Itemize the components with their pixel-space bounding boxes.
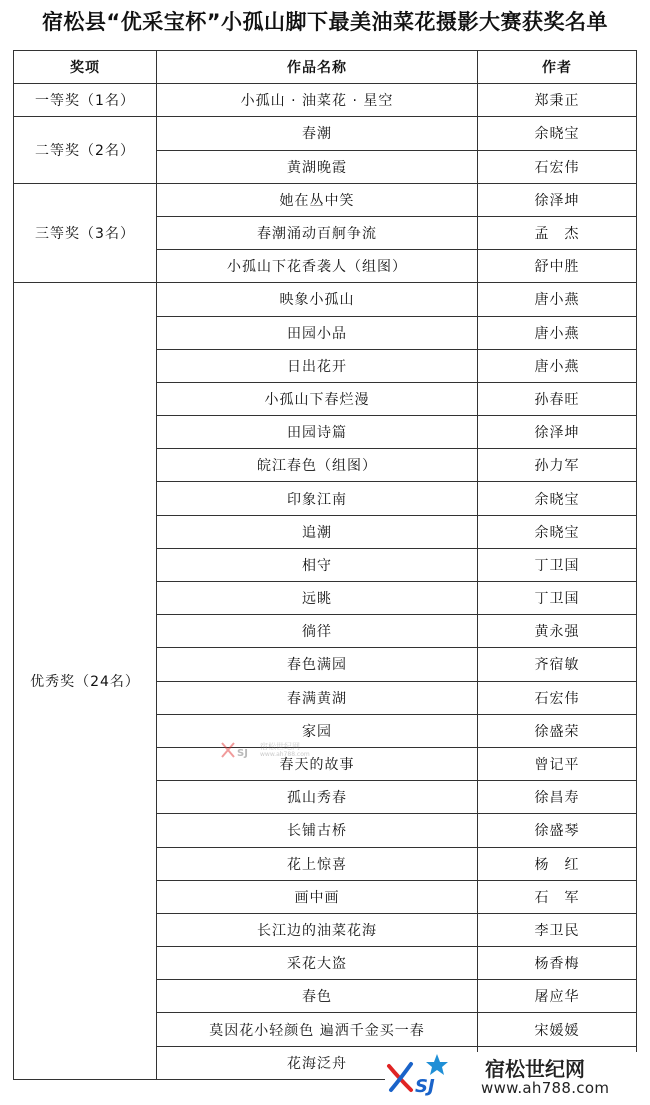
page-title: 宿松县“优采宝杯”小孤山脚下最美油菜花摄影大赛获奖名单 (41, 10, 609, 34)
work-title-cell: 春色 (157, 980, 478, 1013)
award-table-body (14, 84, 637, 1080)
work-title-cell: 长江边的油菜花海 (157, 913, 478, 946)
award-level-cell: 三等奖（3名） (14, 183, 157, 283)
author-cell: 徐泽坤 (478, 416, 637, 449)
table-row (14, 117, 637, 150)
author-cell: 杨香梅 (478, 947, 637, 980)
faint-watermark-url: www.ah788.com (260, 751, 310, 758)
author-cell: 徐泽坤 (478, 183, 637, 216)
author-cell: 杨 红 (478, 847, 637, 880)
svg-text:SJ: SJ (237, 748, 248, 759)
work-title-cell: 徜徉 (157, 615, 478, 648)
site-logo-icon (220, 741, 260, 759)
work-title-cell: 春潮 (157, 117, 478, 150)
author-cell: 孙力军 (478, 449, 637, 482)
work-title-cell: 小孤山 · 油菜花 · 星空 (157, 84, 478, 117)
work-title-cell: 远眺 (157, 582, 478, 615)
author-cell: 余晓宝 (478, 515, 637, 548)
author-cell: 石宏伟 (478, 150, 637, 183)
faint-watermark-site: 宿松世纪网 (260, 742, 300, 751)
author-cell: 孟 杰 (478, 216, 637, 249)
author-cell: 唐小燕 (478, 349, 637, 382)
table-row (14, 283, 637, 316)
work-title-cell: 春满黄湖 (157, 681, 478, 714)
work-title-cell: 春潮涌动百舸争流 (157, 216, 478, 249)
work-title-cell: 印象江南 (157, 482, 478, 515)
award-level-cell: 一等奖（1名） (14, 84, 157, 117)
work-title-cell: 小孤山下花香袭人（组图） (157, 250, 478, 283)
work-title-cell: 春天的故事 (157, 747, 478, 780)
svg-text:SJ: SJ (415, 1076, 435, 1097)
author-cell: 唐小燕 (478, 283, 637, 316)
table-row (14, 183, 637, 216)
work-title-cell: 映象小孤山 (157, 283, 478, 316)
author-cell: 齐宿敏 (478, 648, 637, 681)
work-title-cell: 田园小品 (157, 316, 478, 349)
table-row (14, 84, 637, 117)
faint-watermark (220, 741, 310, 763)
author-cell: 唐小燕 (478, 316, 637, 349)
work-title-cell: 长铺古桥 (157, 814, 478, 847)
work-title-cell: 莫因花小轻颜色 遍洒千金买一春 (157, 1013, 478, 1046)
author-cell: 郑秉正 (478, 84, 637, 117)
work-title-cell: 孤山秀春 (157, 781, 478, 814)
author-cell: 舒中胜 (478, 250, 637, 283)
watermark-site-name: 宿松世纪网 (485, 1057, 585, 1081)
author-cell: 余晓宝 (478, 482, 637, 515)
watermark-url: www.ah788.com (481, 1079, 610, 1097)
site-logo-icon (385, 1052, 481, 1100)
author-cell: 徐昌寿 (478, 781, 637, 814)
work-title-cell: 画中画 (157, 880, 478, 913)
award-level-cell: 二等奖（2名） (14, 117, 157, 183)
header-author: 作者 (478, 51, 637, 84)
work-title-cell: 相守 (157, 548, 478, 581)
author-cell: 徐盛琴 (478, 814, 637, 847)
author-cell: 丁卫国 (478, 548, 637, 581)
author-cell: 孙春旺 (478, 382, 637, 415)
work-title-cell: 花上惊喜 (157, 847, 478, 880)
work-title-cell: 采花大盗 (157, 947, 478, 980)
author-cell: 丁卫国 (478, 582, 637, 615)
work-title-cell: 日出花开 (157, 349, 478, 382)
site-watermark (385, 1052, 647, 1102)
award-level-cell: 优秀奖（24名） (14, 283, 157, 1080)
work-title-cell: 黄湖晚霞 (157, 150, 478, 183)
author-cell: 石宏伟 (478, 681, 637, 714)
author-cell: 黄永强 (478, 615, 637, 648)
award-table (13, 50, 637, 1080)
work-title-cell: 春色满园 (157, 648, 478, 681)
header-award: 奖项 (14, 51, 157, 84)
author-cell: 李卫民 (478, 913, 637, 946)
author-cell: 宋媛媛 (478, 1013, 637, 1046)
work-title-cell: 家园 (157, 714, 478, 747)
author-cell: 屠应华 (478, 980, 637, 1013)
work-title-cell: 田园诗篇 (157, 416, 478, 449)
author-cell: 徐盛荣 (478, 714, 637, 747)
work-title-cell: 她在丛中笑 (157, 183, 478, 216)
work-title-cell: 小孤山下春烂漫 (157, 382, 478, 415)
author-cell: 石 军 (478, 880, 637, 913)
author-cell: 余晓宝 (478, 117, 637, 150)
author-cell: 曾记平 (478, 747, 637, 780)
work-title-cell: 花海泛舟 (157, 1046, 478, 1079)
table-header-row (14, 51, 637, 84)
work-title-cell: 追潮 (157, 515, 478, 548)
header-work: 作品名称 (157, 51, 478, 84)
work-title-cell: 皖江春色（组图） (157, 449, 478, 482)
